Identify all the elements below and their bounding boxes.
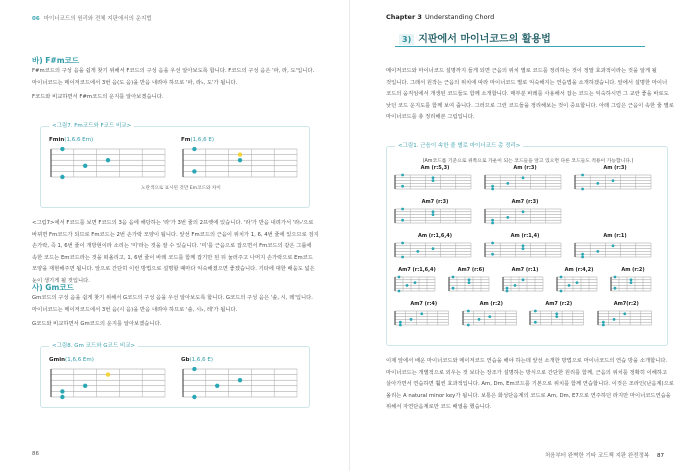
chord-label: Am (r:3) bbox=[513, 165, 537, 171]
finger-dot bbox=[466, 310, 469, 313]
chord-diagram bbox=[447, 275, 493, 295]
chord-name-gmin-main: Gmin bbox=[49, 357, 66, 363]
finger-dot bbox=[555, 315, 558, 318]
finger-dot bbox=[192, 147, 196, 151]
finger-dot bbox=[534, 310, 537, 313]
chord-cell bbox=[573, 233, 657, 263]
chord-diagram bbox=[596, 309, 656, 329]
paragraph-gm-compare: G코드와 비교하면서 Gm코드의 운지를 알아보겠습니다. bbox=[32, 321, 162, 327]
chord-diagram bbox=[555, 275, 601, 295]
finger-dot bbox=[401, 219, 404, 222]
chord-label: Am7(r:2) bbox=[613, 301, 639, 307]
finger-dot bbox=[192, 169, 196, 173]
chord-diagram bbox=[483, 207, 565, 227]
figure-subtitle-1: (Am코드를 기준으로 위쪽으로 가운이 되는 코드들을 앞고 있으면 다른 코드들도 적용이 가능합니다.) bbox=[422, 159, 634, 164]
finger-dot bbox=[581, 253, 584, 256]
chord-label: Am7 (r:4) bbox=[410, 301, 438, 307]
finger-dot bbox=[432, 213, 435, 216]
finger-dot bbox=[630, 278, 633, 281]
chord-name-gb-sub: (1,6,6 E) bbox=[189, 357, 213, 363]
finger-dot bbox=[581, 188, 584, 191]
chord-name-gb-main: Gb bbox=[181, 357, 190, 363]
chord-cell bbox=[596, 301, 658, 331]
finger-dot bbox=[398, 276, 401, 279]
finger-dot bbox=[491, 185, 494, 188]
finger-dot bbox=[398, 290, 401, 293]
chapter-label: Chapter 3 bbox=[386, 13, 422, 21]
finger-dot bbox=[522, 244, 525, 247]
finger-dot bbox=[522, 278, 525, 281]
finger-dot bbox=[614, 287, 617, 290]
finger-dot bbox=[560, 276, 563, 279]
finger-dot bbox=[401, 185, 404, 188]
running-head-number: 06 bbox=[32, 16, 40, 22]
finger-dot bbox=[581, 174, 584, 177]
section-title-gm: 사) Gm코드 bbox=[32, 283, 74, 292]
chord-diagram-fm bbox=[181, 147, 301, 181]
finger-dot bbox=[491, 242, 494, 245]
chord-cell bbox=[483, 233, 567, 263]
finger-dot bbox=[399, 321, 402, 324]
finger-dot bbox=[601, 321, 604, 324]
finger-dot bbox=[491, 188, 494, 191]
figure-title-1: <그림1. 근음이 속한 줄 별로 마이너코드 총 정리> bbox=[395, 141, 523, 149]
finger-dot bbox=[612, 244, 615, 247]
finger-dot bbox=[612, 179, 615, 182]
chord-diagram-gmin bbox=[49, 367, 169, 401]
chord-label: Am (r:2) bbox=[621, 267, 645, 273]
chord-name-fm-sub: (1,6,6 E) bbox=[190, 137, 215, 143]
finger-dot bbox=[60, 389, 64, 393]
finger-dot bbox=[522, 176, 525, 179]
chord-diagram bbox=[528, 309, 588, 329]
chord-label: Am (r:1,6,4) bbox=[417, 233, 453, 239]
finger-dot bbox=[192, 395, 196, 399]
finger-dot bbox=[596, 250, 599, 253]
chord-cell bbox=[393, 267, 441, 297]
chord-diagram bbox=[461, 309, 521, 329]
section-heading-text: 지판에서 마이너코드의 활용법 bbox=[418, 34, 551, 45]
finger-dot bbox=[401, 174, 404, 177]
chord-label: Am7 (r:3) bbox=[421, 199, 449, 205]
chord-label: Am7 (r:6) bbox=[457, 267, 485, 273]
finger-dot bbox=[106, 372, 110, 376]
finger-dot bbox=[630, 281, 633, 284]
finger-dot bbox=[410, 318, 413, 321]
chord-diagram bbox=[501, 275, 547, 295]
chord-cell bbox=[393, 199, 477, 229]
running-head-left bbox=[32, 14, 152, 22]
section-heading bbox=[395, 30, 645, 47]
chapter-title: Understanding Chord bbox=[424, 13, 495, 21]
finger-dot bbox=[399, 324, 402, 327]
finger-dot bbox=[432, 179, 435, 182]
finger-dot bbox=[192, 367, 196, 371]
paragraph-fsharp-m-compare: F코드와 비교하면서 F#m코드의 운지를 알아보겠습니다. bbox=[32, 94, 164, 100]
finger-dot bbox=[601, 324, 604, 327]
chord-diagram bbox=[573, 241, 655, 261]
page-number-left: 86 bbox=[32, 451, 39, 457]
chord-cell bbox=[609, 267, 657, 297]
chord-cell bbox=[393, 233, 477, 263]
figure-box-7 bbox=[40, 123, 310, 208]
finger-dot bbox=[432, 210, 435, 213]
finger-dot bbox=[568, 284, 571, 287]
chord-diagram bbox=[483, 241, 565, 261]
finger-dot bbox=[432, 176, 435, 179]
finger-dot bbox=[576, 281, 579, 284]
paragraph-gm-intro: Gm코드의 구성 음을 쉽게 찾기 위해서 G코드의 구성 음을 우선 알아보도록 합니다. G코드의 구성 음은 '솔, 시, 레'입니다. 마이너코드는 메이저코드에서 3번 음(시 음)을 반음 내려야 하므로 '솔, 시♭, 레'가 됩니다. bbox=[32, 295, 313, 313]
finger-dot bbox=[420, 312, 423, 315]
finger-dot bbox=[506, 287, 509, 290]
finger-dot bbox=[432, 247, 435, 250]
chord-name-gmin bbox=[49, 357, 94, 363]
finger-dot bbox=[506, 182, 509, 185]
finger-dot bbox=[416, 250, 419, 253]
finger-dot bbox=[623, 312, 626, 315]
section-number: 3) bbox=[399, 34, 414, 45]
finger-dot bbox=[238, 152, 242, 156]
finger-dot bbox=[491, 253, 494, 256]
finger-dot bbox=[83, 164, 87, 168]
paragraph-fm-explain: <그림7>에서 F코드를 보면 F코드의 3음 음에 해당하는 '라'가 3번 줄의 2프렛에 있습니다. '라'가 반음 내려가서 '라♭'으로 바뀌면 Fm코드가 되므로 Fm코드는 2번 손가락 모양이 됩니다. 앞선 Fm코드의 근음이 위치가 1, 6, 4번 줄에 있으므로 검지 손가락, 즉 1, 6번 줄이 개방현이라 소리는 '미'라는 것을 잘 수 있습니다. '미'를 근음으로 잡으면서 Fm코드의 같은 그룹에 속한 코드는 Em코드라는 것을 떠올리고, 1, 6번 줄이 바레 코드를 함께 잡기만 된 뒤 눌러주고 나머지 손가락으로 Em코드 모양을 재현해주면 됩니다. 앞으로 간단히 이런 방법으로 설명할 때마다 익숙해졌으면 좋겠습니다. 기타에 대한 배움도 넓은 눈이 생기게 될 것입니다. bbox=[32, 220, 319, 284]
finger-dot bbox=[612, 318, 615, 321]
chord-label: Am (r:5,3) bbox=[420, 165, 450, 171]
chord-diagram-fmin bbox=[49, 147, 169, 181]
chord-cell bbox=[528, 301, 590, 331]
chord-label: Am (r:3) bbox=[603, 165, 627, 171]
finger-dot bbox=[534, 321, 537, 324]
chord-name-fm bbox=[181, 137, 214, 143]
finger-dot bbox=[238, 158, 242, 162]
chord-diagram bbox=[609, 275, 655, 295]
chord-cell bbox=[483, 199, 567, 229]
figure-box-8 bbox=[40, 343, 310, 408]
chord-cell bbox=[461, 301, 523, 331]
finger-dot bbox=[238, 378, 242, 382]
finger-dot bbox=[488, 315, 491, 318]
paragraph-fingerboard-intro: 메이저코드와 마이너코드 설명까지 들게 되면 근음의 위치 별로 코드를 정리하는 것이 정말 효과적이라는 것을 알게 될 것입니다. 그래서 원작는 근음의 위치에 따라 마이너코드 별로 익숙해지는 연습법을 소개하겠습니다. 앞에서 설명한 마이너 코드의 움직임에서 개생된 코드들도 함께 소개합니다. 매부분 바레를 사용해서 잡는 코드는 익숙하시면 그 교란 좋을 바로도 낮던 코드 운지도를 함께 보여 줍니다. 그러므로 그런 코드들을 정리해보는 것이 중요합니다. 아래 그림은 근음이 속한 줄 별로 마이너코드를 총 정리해본 그림입니다. bbox=[386, 68, 674, 120]
chord-diagram bbox=[393, 275, 439, 295]
chord-name-gb bbox=[181, 357, 213, 363]
chord-label: Am7 (r:3) bbox=[511, 199, 539, 205]
finger-dot bbox=[452, 287, 455, 290]
section-title-fsharp-m: 바) F#m코드 bbox=[32, 56, 79, 65]
chord-label: Am (r:1,4) bbox=[510, 233, 540, 239]
finger-dot bbox=[468, 281, 471, 284]
chord-name-fmin-sub: (1,6,6 Em) bbox=[64, 137, 94, 143]
running-head-text: 마이너코드의 원리와 전체 지판에서의 운지법 bbox=[43, 16, 152, 22]
finger-dot bbox=[60, 175, 64, 179]
chord-cell bbox=[573, 165, 657, 195]
finger-dot bbox=[522, 210, 525, 213]
chord-name-fmin bbox=[49, 137, 93, 143]
footer-right bbox=[545, 451, 664, 459]
finger-dot bbox=[401, 256, 404, 259]
finger-dot bbox=[106, 158, 110, 162]
finger-dot bbox=[506, 290, 509, 293]
chord-cell bbox=[393, 165, 477, 195]
chord-diagram bbox=[393, 309, 453, 329]
chord-label: Am7 (r:1) bbox=[511, 267, 539, 273]
finger-dot bbox=[468, 278, 471, 281]
chord-diagram bbox=[483, 173, 565, 193]
finger-dot bbox=[401, 208, 404, 211]
finger-dot bbox=[614, 276, 617, 279]
footer-book-title: 처음부터 완벽한 기타 코드책 지판 완전정복 bbox=[544, 453, 650, 459]
chord-diagram bbox=[393, 173, 475, 193]
chord-label: Am (r:2) bbox=[479, 301, 503, 307]
finger-dot bbox=[466, 324, 469, 327]
finger-dot bbox=[506, 216, 509, 219]
paragraph-practice: 이제 앞에서 배운 마이너코드와 메이저코드 연습을 해야 하는데 앞선 소개한 방법으로 마이너코드의 연습 방을 소개합니다. 마이너코드는 개별적으로 외우는 것 보다는 장조가 설명하는 방식으로 간단한 원리를 함께, 근음의 위치를 정확히 이해하고 살아가면서 연습하면 훨씬 효과적입니다. Am, Dm, Em코드를 기본으로 위치를 함께 연습합니다. 이것은 조라인(난음계)으로 올리는 A natural minor key가 됩니다. 보통은 화성단음계의 코드로 Am, Dm, E7으로 연주하던 라지만 마이너코드연습을 위해서 자연단음계로만 코드 배열을 했습니다. bbox=[386, 358, 674, 410]
figure-title-8: <그림8. Gm 코드와 G코드 비교> bbox=[49, 341, 138, 349]
figure-title-7: <그림7. Fm코드와 F코드 비교> bbox=[49, 121, 134, 129]
finger-dot bbox=[215, 384, 219, 388]
right-page bbox=[350, 0, 700, 471]
chord-name-fm-main: Fm bbox=[181, 137, 191, 143]
finger-dot bbox=[491, 219, 494, 222]
chord-diagram bbox=[393, 241, 475, 261]
chord-label: Am7 (r:2) bbox=[545, 301, 573, 307]
finger-dot bbox=[581, 256, 584, 259]
chord-label: Am7 (r:1,6,4) bbox=[398, 267, 436, 273]
chord-name-fmin-main: Fmin bbox=[49, 137, 65, 143]
finger-dot bbox=[477, 318, 480, 321]
finger-dot bbox=[83, 384, 87, 388]
finger-dot bbox=[414, 281, 417, 284]
finger-dot bbox=[491, 222, 494, 225]
finger-dot bbox=[514, 284, 517, 287]
chord-cell bbox=[447, 267, 495, 297]
chapter-header bbox=[386, 13, 494, 21]
finger-dot bbox=[596, 182, 599, 185]
finger-dot bbox=[60, 147, 64, 151]
finger-dot bbox=[522, 247, 525, 250]
chord-diagram bbox=[573, 173, 655, 193]
chord-diagram-gb bbox=[181, 367, 301, 401]
chord-label: Am (r:1) bbox=[603, 233, 627, 239]
chord-cell bbox=[393, 301, 455, 331]
finger-dot bbox=[406, 284, 409, 287]
figure-box-1 bbox=[386, 143, 668, 346]
chord-diagram bbox=[393, 207, 475, 227]
chord-label: Am (r:4,2) bbox=[564, 267, 594, 273]
figure-caption-7: 노란색으로 표시된 것만 Em코드와 차이 bbox=[141, 186, 221, 191]
chord-cell bbox=[555, 267, 603, 297]
chord-cell bbox=[483, 165, 567, 195]
finger-dot bbox=[452, 276, 455, 279]
chord-cell bbox=[501, 267, 549, 297]
finger-dot bbox=[401, 242, 404, 245]
chord-name-gmin-sub: (1,6,6 Em) bbox=[65, 357, 94, 363]
paragraph-fsharp-m-intro: F#m코드의 구성 음을 쉽게 찾기 위해서 F코드의 구성 음을 우선 알아보도록 합니다. F코드의 구성 음은 '파, 라, 도'입니다. 마이너코드는 메이저코드에서 3번 음(도 음)을 반음 내려야 하므로 '파, 라♭, 도'가 됩니다. bbox=[32, 68, 315, 86]
page-number-right: 87 bbox=[657, 453, 664, 459]
finger-dot bbox=[555, 312, 558, 315]
finger-dot bbox=[560, 290, 563, 293]
finger-dot bbox=[60, 395, 64, 399]
